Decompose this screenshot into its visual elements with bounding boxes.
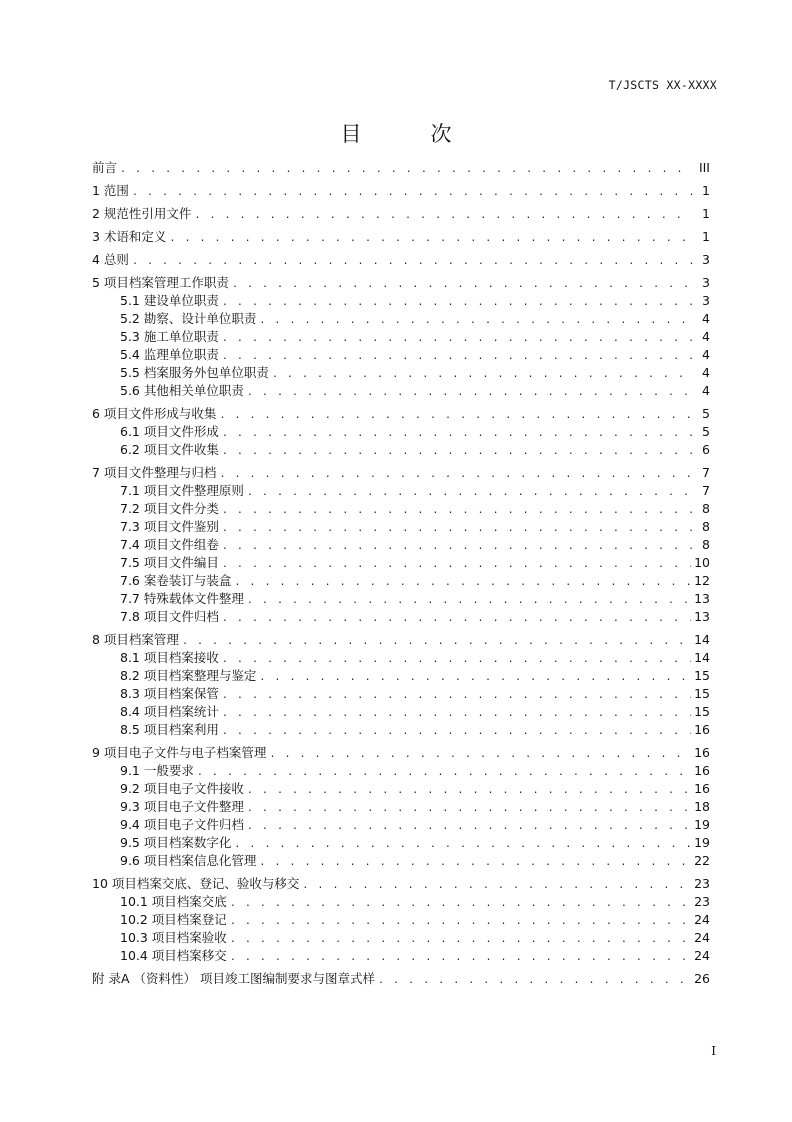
toc-entry-page: 8 — [702, 501, 710, 516]
toc-entry[interactable] — [120, 535, 710, 553]
toc-entry-label: 9.3 项目电子文件整理 — [120, 799, 244, 814]
toc-title: 目 次 — [340, 122, 476, 146]
toc-entry[interactable] — [120, 833, 710, 851]
toc-leader-dots — [219, 469, 693, 480]
toc-leader-dots — [247, 387, 693, 398]
toc-entry-label: 5.1 建设单位职责 — [120, 293, 219, 308]
toc-leader-dots — [247, 595, 691, 606]
toc-leader-dots — [230, 952, 691, 963]
toc-leader-dots — [247, 821, 691, 832]
toc-entry-page: 14 — [694, 632, 710, 647]
toc-entry-page: 19 — [694, 835, 710, 850]
toc-entry-label: 6.1 项目文件形成 — [120, 424, 219, 439]
toc-entry-page: 22 — [694, 853, 710, 868]
page-number: I — [711, 1044, 716, 1058]
toc-entry-page: 1 — [702, 229, 710, 244]
toc-entry-label: 4 总则 — [92, 252, 129, 267]
toc-entry-label: 1 范围 — [92, 183, 129, 198]
toc-leader-dots — [194, 210, 693, 221]
toc-leader-dots — [120, 164, 693, 175]
toc-entry-label: 6.2 项目文件收集 — [120, 442, 219, 457]
toc-entry-label: 5.3 施工单位职责 — [120, 329, 219, 344]
toc-entry-page: 15 — [694, 668, 710, 683]
toc-entry[interactable] — [120, 779, 710, 797]
toc-entry-label: 3 术语和定义 — [92, 229, 167, 244]
toc-entry[interactable] — [120, 910, 710, 928]
toc-entry-page: 19 — [694, 817, 710, 832]
toc-entry-label: 5.5 档案服务外包单位职责 — [120, 365, 269, 380]
toc-entry-page: 14 — [694, 650, 710, 665]
toc-entry[interactable] — [120, 499, 710, 517]
toc-entry[interactable] — [120, 309, 710, 327]
toc-entry-label: 5 项目档案管理工作职责 — [92, 275, 229, 290]
toc-leader-dots — [132, 256, 693, 267]
toc-entry[interactable] — [120, 607, 710, 625]
toc-entry[interactable] — [120, 327, 710, 345]
toc-leader-dots — [222, 351, 693, 362]
toc-entry-page: 5 — [702, 406, 710, 421]
toc-entry[interactable] — [120, 422, 710, 440]
toc-entry-label: 9.2 项目电子文件接收 — [120, 781, 244, 796]
toc-entry[interactable] — [120, 892, 710, 910]
toc-leader-dots — [230, 898, 691, 909]
toc-leader-dots — [132, 187, 693, 198]
toc-leader-dots — [259, 672, 691, 683]
toc-leader-dots — [232, 279, 693, 290]
toc-entry-label: 8 项目档案管理 — [92, 632, 179, 647]
toc-leader-dots — [222, 428, 693, 439]
toc-leader-dots — [222, 613, 691, 624]
toc-leader-dots — [259, 857, 691, 868]
toc-entry[interactable] — [120, 571, 710, 589]
toc-entry[interactable] — [92, 250, 710, 268]
toc-leader-dots — [222, 505, 693, 516]
toc-entry-page: 4 — [702, 365, 710, 380]
toc-leader-dots — [247, 785, 691, 796]
toc-entry-page: 16 — [694, 722, 710, 737]
toc-entry-page: 3 — [702, 293, 710, 308]
toc-entry-page: 4 — [702, 383, 710, 398]
toc-entry[interactable] — [92, 158, 710, 176]
toc-leader-dots — [222, 726, 691, 737]
toc-entry-page: 24 — [694, 930, 710, 945]
toc-entry[interactable] — [92, 227, 710, 245]
toc-entry-label: 8.5 项目档案利用 — [120, 722, 219, 737]
toc-entry-label: 5.4 监理单位职责 — [120, 347, 219, 362]
toc-entry-page: 8 — [702, 537, 710, 552]
toc-leader-dots — [302, 880, 691, 891]
toc-entry-label: 5.6 其他相关单位职责 — [120, 383, 244, 398]
toc-leader-dots — [197, 767, 691, 778]
toc-leader-dots — [230, 934, 691, 945]
toc-entry-label: 8.1 项目档案接收 — [120, 650, 219, 665]
toc-entry-page: 15 — [694, 686, 710, 701]
toc-entry[interactable] — [120, 815, 710, 833]
toc-entry-page: 7 — [702, 465, 710, 480]
toc-entry[interactable] — [120, 440, 710, 458]
toc-entry-page: 6 — [702, 442, 710, 457]
toc-entry-page: 13 — [694, 591, 710, 606]
toc-entry-page: 18 — [694, 799, 710, 814]
toc-entry[interactable] — [120, 363, 710, 381]
toc-entry[interactable] — [120, 761, 710, 779]
toc-entry[interactable] — [92, 969, 710, 987]
toc-leader-dots — [247, 803, 691, 814]
toc-leader-dots — [222, 654, 691, 665]
toc-entry-label: 9.1 一般要求 — [120, 763, 194, 778]
toc-entry-page: 3 — [702, 252, 710, 267]
toc-entry-label: 5.2 勘察、设计单位职责 — [120, 311, 257, 326]
toc-entry-page: 26 — [694, 971, 710, 986]
toc-leader-dots — [269, 749, 691, 760]
toc-entry-page: 24 — [694, 948, 710, 963]
toc-entry-page: 10 — [694, 555, 710, 570]
toc-entry-label: 7.2 项目文件分类 — [120, 501, 219, 516]
toc-entry-page: 16 — [694, 745, 710, 760]
table-of-contents — [92, 158, 710, 987]
toc-leader-dots — [222, 446, 693, 457]
toc-entry[interactable] — [120, 345, 710, 363]
toc-entry[interactable] — [120, 797, 710, 815]
toc-entry-label: 10.2 项目档案登记 — [120, 912, 227, 927]
toc-leader-dots — [230, 916, 691, 927]
toc-entry[interactable] — [120, 553, 710, 571]
toc-entry-page: 4 — [702, 347, 710, 362]
toc-entry[interactable] — [92, 404, 710, 422]
toc-entry-page: III — [698, 160, 710, 175]
toc-leader-dots — [222, 690, 691, 701]
toc-leader-dots — [222, 708, 691, 719]
toc-entry-label: 7.7 特殊载体文件整理 — [120, 591, 244, 606]
toc-entry-label: 7.4 项目文件组卷 — [120, 537, 219, 552]
toc-entry[interactable] — [120, 517, 710, 535]
toc-leader-dots — [219, 410, 693, 421]
toc-entry-label: 8.2 项目档案整理与鉴定 — [120, 668, 257, 683]
toc-entry-label: 10.4 项目档案移交 — [120, 948, 227, 963]
toc-entry[interactable] — [120, 291, 710, 309]
toc-leader-dots — [222, 333, 693, 344]
toc-entry-label: 9.4 项目电子文件归档 — [120, 817, 244, 832]
toc-entry-label: 7.6 案卷装订与装盒 — [120, 573, 232, 588]
toc-entry[interactable] — [120, 946, 710, 964]
toc-leader-dots — [272, 369, 693, 380]
toc-entry[interactable] — [92, 204, 710, 222]
toc-entry-label: 7 项目文件整理与归档 — [92, 465, 217, 480]
toc-entry-label: 10.3 项目档案验收 — [120, 930, 227, 945]
toc-entry-label: 8.3 项目档案保管 — [120, 686, 219, 701]
toc-entry-page: 4 — [702, 329, 710, 344]
toc-leader-dots — [222, 559, 691, 570]
toc-entry-page: 5 — [702, 424, 710, 439]
toc-entry[interactable] — [92, 463, 710, 481]
toc-entry-page: 3 — [702, 275, 710, 290]
toc-entry-page: 15 — [694, 704, 710, 719]
toc-leader-dots — [222, 297, 693, 308]
toc-entry-label: 7.3 项目文件鉴别 — [120, 519, 219, 534]
toc-entry[interactable] — [120, 702, 710, 720]
toc-entry[interactable] — [120, 481, 710, 499]
toc-entry-label: 7.5 项目文件编目 — [120, 555, 219, 570]
toc-entry[interactable] — [120, 589, 710, 607]
toc-leader-dots — [247, 487, 693, 498]
toc-leader-dots — [234, 839, 691, 850]
toc-entry[interactable] — [120, 851, 710, 869]
toc-entry-page: 13 — [694, 609, 710, 624]
toc-entry[interactable] — [120, 666, 710, 684]
toc-entry[interactable] — [120, 720, 710, 738]
toc-entry-page: 23 — [694, 894, 710, 909]
toc-entry-page: 23 — [694, 876, 710, 891]
toc-entry-page: 24 — [694, 912, 710, 927]
toc-entry-page: 8 — [702, 519, 710, 534]
toc-entry[interactable] — [92, 630, 710, 648]
toc-leader-dots — [259, 315, 693, 326]
toc-leader-dots — [378, 975, 691, 986]
toc-entry-label: 10 项目档案交底、登记、验收与移交 — [92, 876, 300, 891]
toc-entry-page: 1 — [702, 183, 710, 198]
toc-entry-label: 2 规范性引用文件 — [92, 206, 192, 221]
toc-entry-page: 7 — [702, 483, 710, 498]
toc-entry-label: 6 项目文件形成与收集 — [92, 406, 217, 421]
toc-entry-label: 9.5 项目档案数字化 — [120, 835, 232, 850]
toc-entry-label: 7.1 项目文件整理原则 — [120, 483, 244, 498]
toc-entry-label: 前言 — [92, 160, 118, 175]
toc-entry-page: 16 — [694, 781, 710, 796]
toc-entry-label: 8.4 项目档案统计 — [120, 704, 219, 719]
toc-entry-page: 16 — [694, 763, 710, 778]
toc-entry[interactable] — [92, 743, 710, 761]
toc-entry-page: 4 — [702, 311, 710, 326]
document-code: T/JSCTS XX-XXXX — [608, 78, 717, 92]
toc-entry[interactable] — [92, 273, 710, 291]
toc-entry[interactable] — [92, 874, 710, 892]
toc-entry[interactable] — [120, 928, 710, 946]
toc-leader-dots — [169, 233, 693, 244]
toc-entry[interactable] — [120, 648, 710, 666]
toc-entry-label: 9.6 项目档案信息化管理 — [120, 853, 257, 868]
toc-entry-label: 7.8 项目文件归档 — [120, 609, 219, 624]
toc-entry-label: 9 项目电子文件与电子档案管理 — [92, 745, 267, 760]
toc-leader-dots — [234, 577, 691, 588]
toc-entry-label: 附 录A （资料性） 项目竣工图编制要求与图章式样 — [92, 971, 375, 986]
toc-entry[interactable] — [92, 181, 710, 199]
toc-leader-dots — [222, 523, 693, 534]
toc-leader-dots — [222, 541, 693, 552]
toc-entry[interactable] — [120, 381, 710, 399]
toc-entry[interactable] — [120, 684, 710, 702]
toc-entry-page: 12 — [694, 573, 710, 588]
toc-leader-dots — [182, 636, 691, 647]
toc-entry-label: 10.1 项目档案交底 — [120, 894, 227, 909]
toc-entry-page: 1 — [702, 206, 710, 221]
